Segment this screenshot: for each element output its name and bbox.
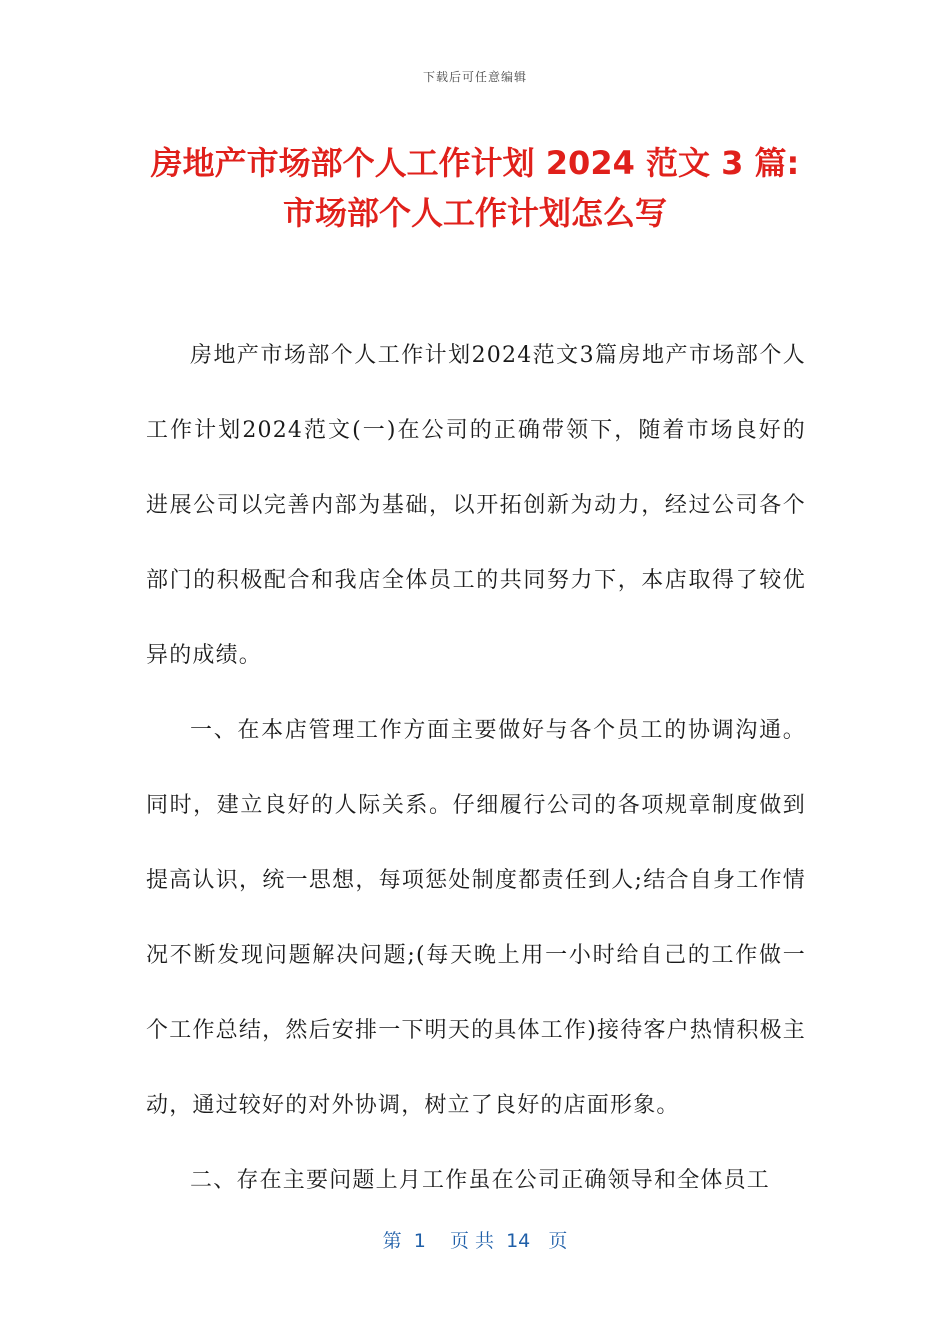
paragraph-section-2: 二、存在主要问题上月工作虽在公司正确领导和全体员工 — [190, 1168, 771, 1193]
document-title — [100, 138, 850, 238]
paragraph-section-1: 一、在本店管理工作方面主要做好与各个员工的协调沟通。同时，建立良好的人际关系。仔细履行公司的各项规章制度做到提高认识，统一思想，每项惩处制度都责任到人;结合自身工作情况不断发现问题解决问题;(每天晚上用一小时给自己的工作做一个工作总结，然后安排一下明天的具体工作)接待客户热情积极主动，通过较好的对外协调，树立了良好的店面形象。 — [146, 718, 806, 1118]
title-line-1: 房地产市场部个人工作计划 2024 范文 3 篇: — [150, 144, 800, 182]
document-body — [146, 318, 806, 1218]
paragraph-intro: 房地产市场部个人工作计划2024范文3篇房地产市场部个人工作计划2024范文(一)在公司的正确带领下，随着市场良好的进展公司以完善内部为基础，以开拓创新为动力，经过公司各个部门的积极配合和我店全体员工的共同努力下，本店取得了较优异的成绩。 — [146, 343, 806, 668]
page-header-note: 下载后可任意编辑 — [422, 70, 527, 84]
page-number-footer: 第 1 页 共 14 页 — [382, 1230, 568, 1252]
title-line-2: 市场部个人工作计划怎么写 — [282, 194, 667, 232]
